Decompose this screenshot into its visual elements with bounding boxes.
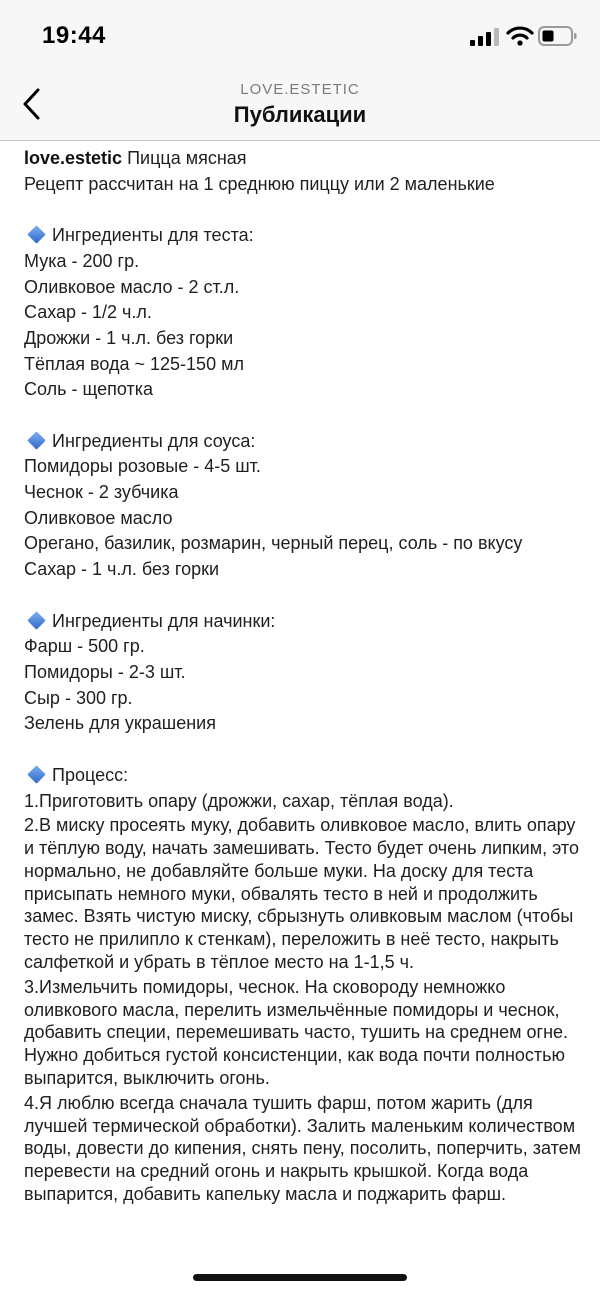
home-indicator[interactable] [193, 1274, 407, 1281]
ingredient-item: Дрожжи - 1 ч.л. без горки [24, 327, 234, 348]
post-caption [24, 146, 584, 1206]
status-bar [0, 0, 600, 70]
post-title: Пицца мясная [127, 148, 247, 168]
post-username[interactable]: love.estetic [24, 148, 123, 168]
blue-diamond-icon [27, 431, 45, 449]
navigation-bar [0, 70, 600, 141]
blue-diamond-icon [27, 765, 45, 783]
battery-icon [538, 25, 578, 47]
process-step: 3.Измельчить помидоры, чеснок. На сковороду немножко оливкового масла, перелить измельчённые помидоры и чеснок, добавить специи, перемешивать часто, тушить на среднем огне. Нужно добиться густой консистенции, как вода почти полностью выпарится, выключить огонь. [24, 976, 569, 1088]
ingredient-item: Помидоры - 2-3 шт. [24, 662, 186, 682]
ingredient-item: Фарш - 500 гр. [24, 636, 145, 657]
cellular-signal-icon [470, 28, 500, 46]
wifi-icon [506, 26, 534, 46]
blue-diamond-icon [27, 225, 45, 243]
process-step: 4.Я люблю всегда сначала тушить фарш, потом жарить (для лучшей термической обработки). Залить маленьким количеством воды, довести до кипения, снять пену, посолить, поперчить, затем перевести на средний огонь и накрыть крышкой. Когда вода выпарится, добавить капельку масла и поджарить фарш. [24, 1092, 581, 1204]
sauce-heading: Ингредиенты для соуса: [24, 429, 584, 455]
post-intro: Рецепт рассчитан на 1 среднюю пиццу или 2 маленькие [24, 173, 495, 194]
ingredient-item: Тёплая вода ~ 125-150 мл [24, 353, 244, 374]
ingredient-item: Орегано, базилик, розмарин, черный перец, соль - по вкусу [24, 532, 523, 553]
process-step: 1.Приготовить опару (дрожжи, сахар, тёплая вода). [24, 790, 454, 811]
ingredient-item: Оливковое масло [24, 507, 173, 528]
ingredient-item: Оливковое масло - 2 ст.л. [24, 276, 240, 297]
status-time: 19:44 [42, 22, 106, 49]
account-subtitle: LOVE.ESTETIC [240, 81, 360, 98]
dough-heading: Ингредиенты для теста: [24, 223, 584, 249]
ingredient-item: Чеснок - 2 зубчика [24, 482, 179, 503]
blue-diamond-icon [27, 611, 45, 629]
page-title: Публикации [233, 102, 367, 127]
ingredient-item: Сыр - 300 гр. [24, 687, 133, 708]
ingredient-item: Зелень для украшения [24, 713, 216, 734]
caption-first-line [24, 146, 584, 172]
ingredient-item: Сахар - 1/2 ч.л. [24, 302, 152, 323]
ingredient-item: Мука - 200 гр. [24, 250, 140, 271]
process-heading: Процесс: [24, 763, 584, 789]
filling-heading: Ингредиенты для начинки: [24, 609, 584, 635]
ingredient-item: Сахар - 1 ч.л. без горки [24, 559, 220, 580]
process-step: 2.В миску просеять муку, добавить оливковое масло, влить опару и тёплую воду, начать замешивать. Тесто будет очень липким, это нормально, не добавляйте больше муки. На доску для теста присыпать немного муки, обвалять тесто в ней и продолжить замес. Взять чистую миску, сбрызнуть оливковым маслом (чтобы тесто не прилипло к стенкам), переложить в неё тесто, накрыть салфеткой и убрать в тёплое место на 1-1,5 ч. [24, 815, 579, 972]
ingredient-item: Соль - щепотка [24, 379, 153, 400]
ingredient-item: Помидоры розовые - 4-5 шт. [24, 456, 261, 477]
